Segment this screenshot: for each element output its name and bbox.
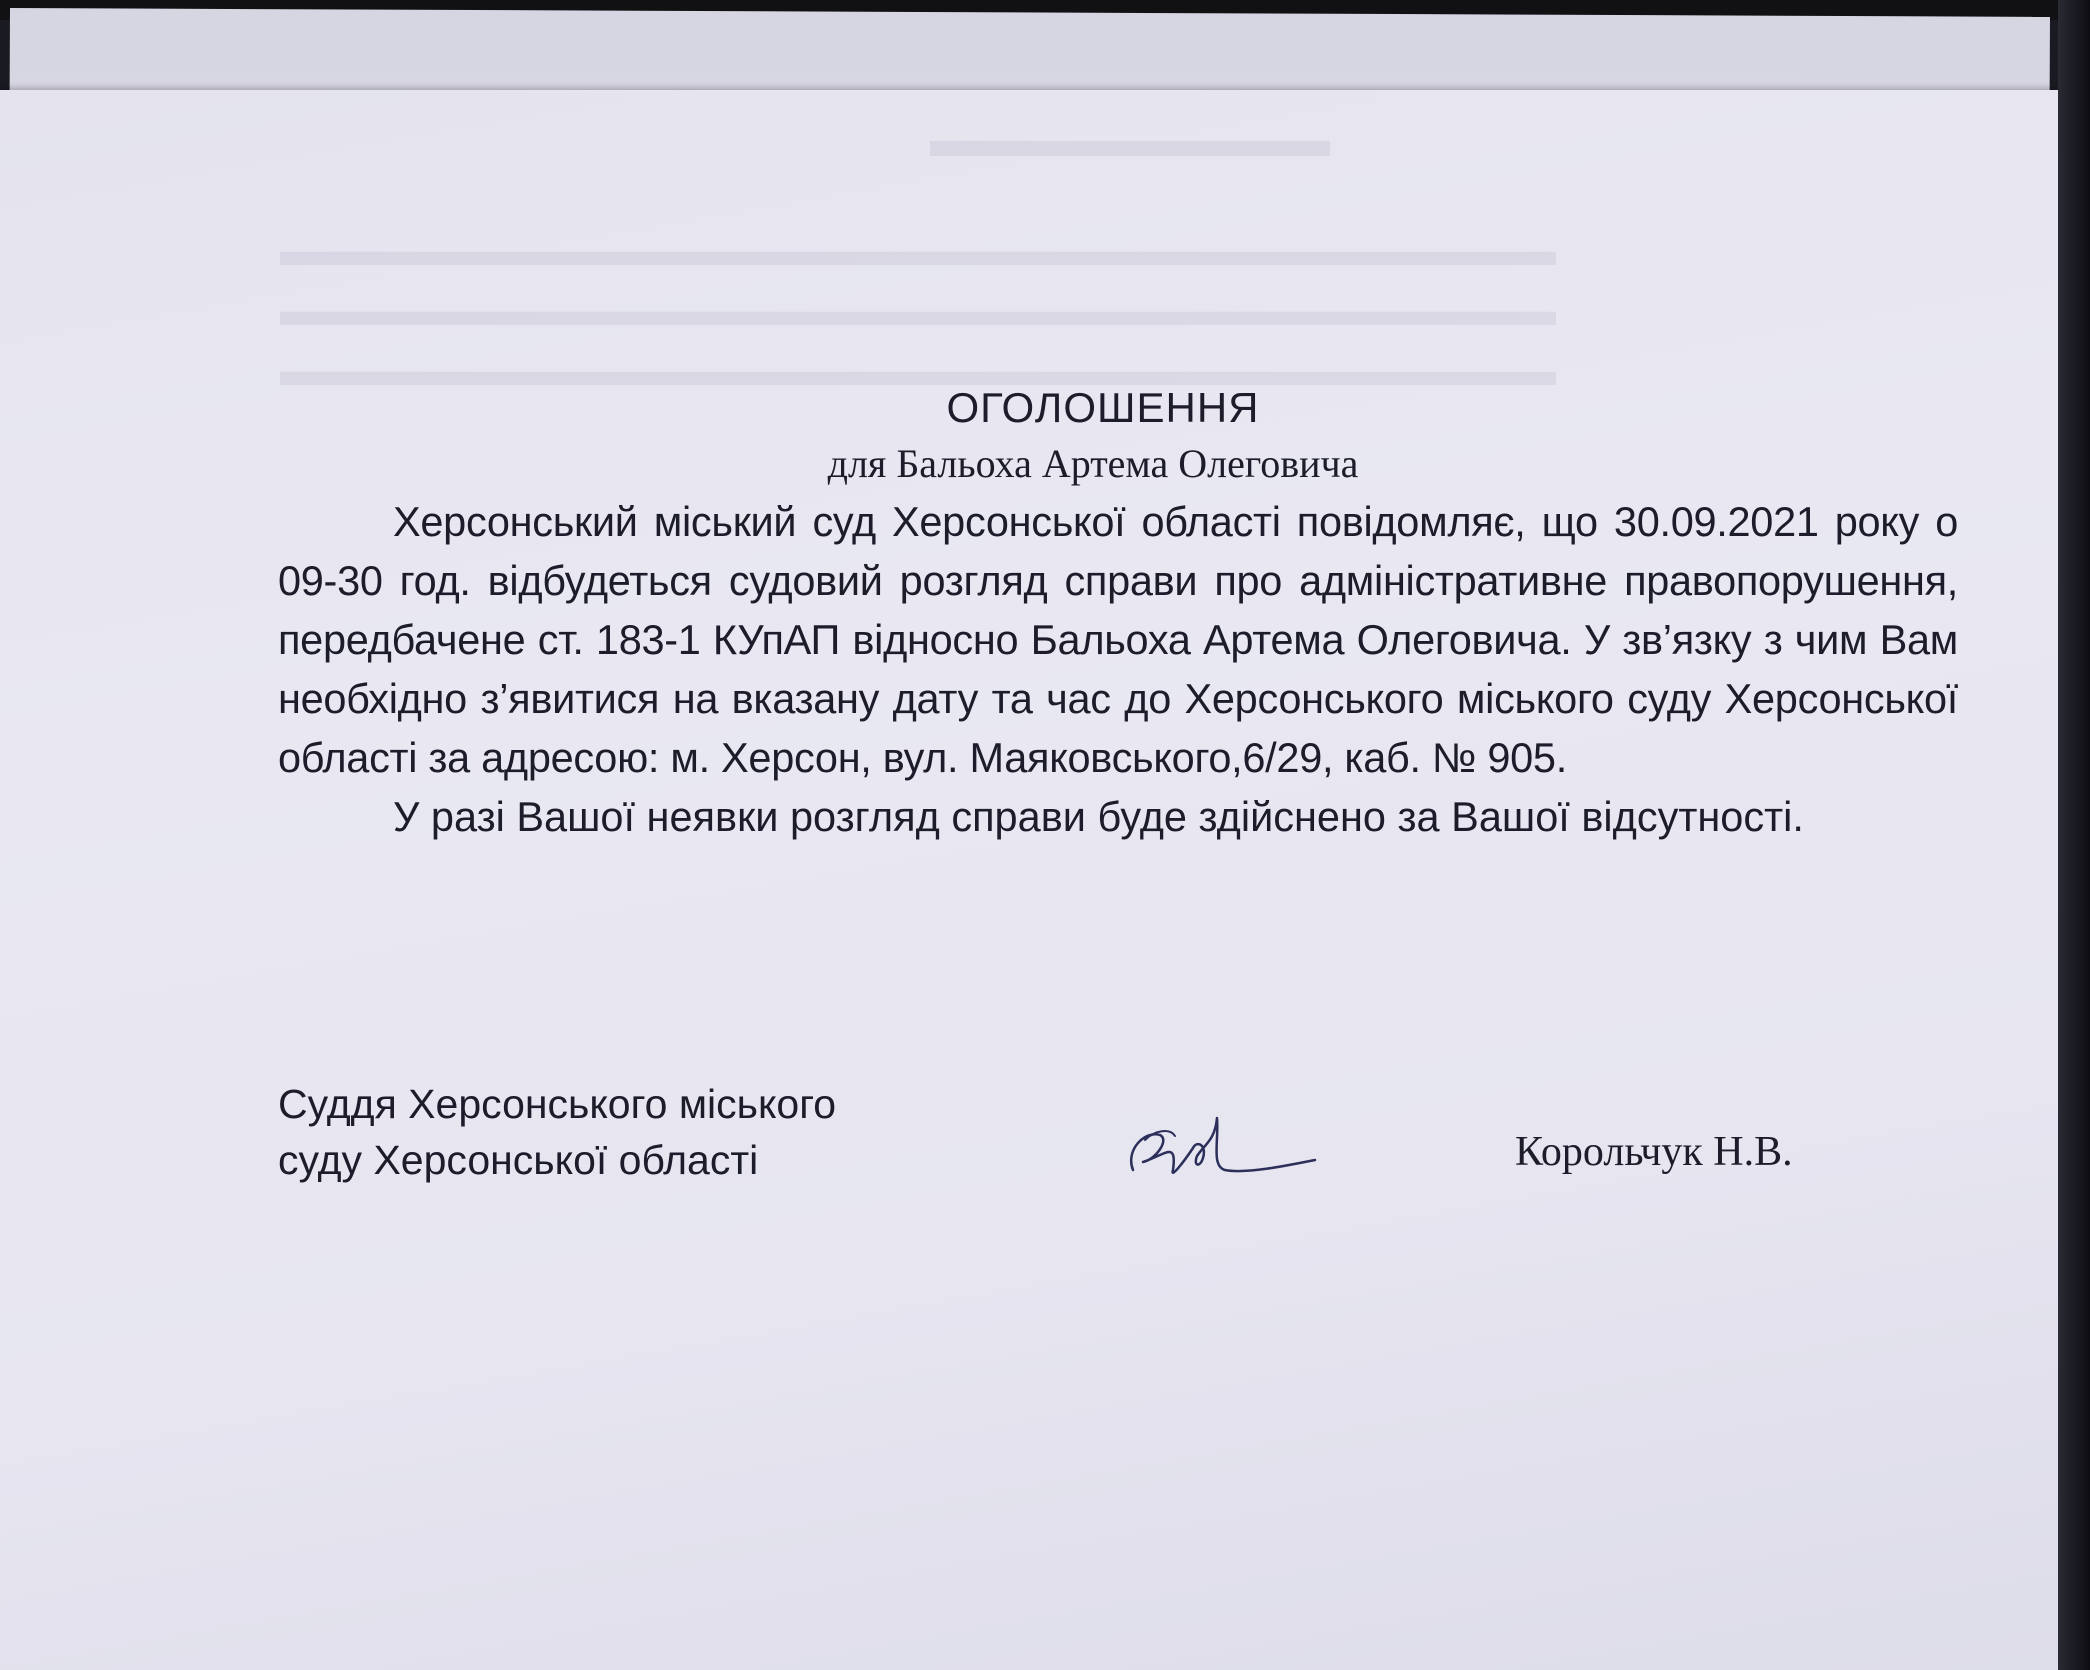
background-right-edge [2058,0,2090,1670]
notice-body [278,380,1958,846]
notice-paragraph-absence: У разі Вашої неявки розгляд справи буде здійснено за Вашої відсутності. [393,793,1804,840]
signer-name: Корольчук Н.В. [1515,1129,1793,1175]
notice-paragraph-main: Херсонський міський суд Херсонської області повідомляє, що 30.09.2021 року о 09-30 год. відбудеться судовий розгляд справи про адміністративне правопорушення, передбачене ст. 183-1 КУпАП відносно Бальоха Артема Олеговича. У зв’язку з чим Вам необхідно з’явитися на вказану дату та час до Херсонського міського суду Херсонської області за адресою: м. Херсон, вул. Маяковського,6/29, каб. № 905. [278,498,1958,781]
handwritten-signature-icon [1115,1100,1335,1190]
signer-position-line2: суду Херсонської області [278,1137,759,1183]
notice-addressee: для Бальоха Артема Олеговича [827,441,1359,486]
signer-position-line1: Суддя Херсонського міського [278,1081,837,1127]
notice-title: ОГОЛОШЕННЯ [946,384,1260,431]
paper-sheet [0,90,2058,1670]
